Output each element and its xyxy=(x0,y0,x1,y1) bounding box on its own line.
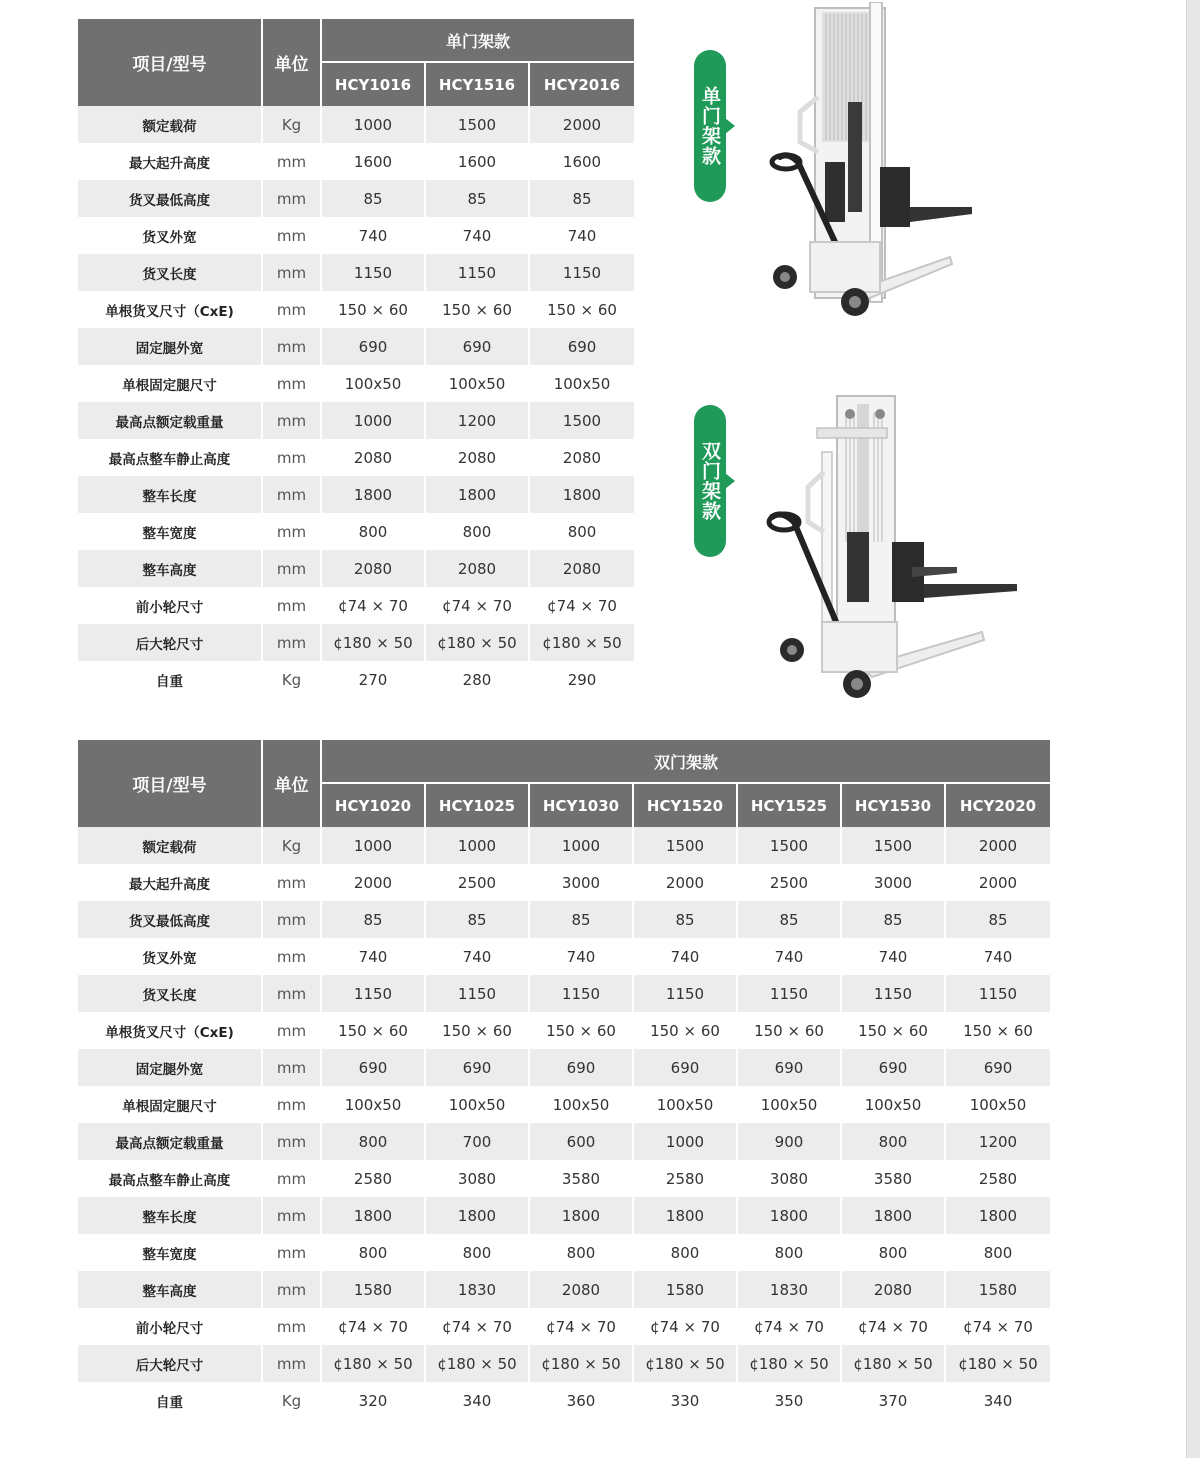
spec-label: 货叉外宽 xyxy=(78,217,263,254)
model-header: HCY1530 xyxy=(842,784,946,827)
spec-value: 1800 xyxy=(530,476,634,513)
spec-value: ¢74 × 70 xyxy=(426,1308,530,1345)
spec-value: 3580 xyxy=(842,1160,946,1197)
spec-value: 85 xyxy=(842,901,946,938)
spec-label: 整车长度 xyxy=(78,1197,263,1234)
spec-value: 1150 xyxy=(842,975,946,1012)
model-header: HCY1025 xyxy=(426,784,530,827)
spec-label: 货叉外宽 xyxy=(78,938,263,975)
table-row xyxy=(78,1086,1050,1123)
spec-table-single-mast xyxy=(78,19,634,698)
spec-value: 800 xyxy=(634,1234,738,1271)
spec-unit: mm xyxy=(263,328,322,365)
spec-value: 2500 xyxy=(738,864,842,901)
spec-value: 2080 xyxy=(530,550,634,587)
spec-value: 740 xyxy=(322,938,426,975)
model-header: HCY1030 xyxy=(530,784,634,827)
spec-value: 290 xyxy=(567,670,597,689)
spec-value: 690 xyxy=(426,1049,530,1086)
double-mast-stacker-image xyxy=(762,392,1022,707)
spec-unit: mm xyxy=(263,1160,322,1197)
spec-label: 货叉长度 xyxy=(78,254,263,291)
spec-label: 固定腿外宽 xyxy=(78,328,263,365)
spec-label: 后大轮尺寸 xyxy=(78,624,263,661)
spec-label: 最大起升高度 xyxy=(78,864,263,901)
spec-value: 150 × 60 xyxy=(426,291,530,328)
table-row xyxy=(78,587,634,624)
table-row xyxy=(78,291,634,328)
spec-label: 自重 xyxy=(78,1382,263,1419)
model-header: HCY2016 xyxy=(530,63,634,106)
spec-value: 2580 xyxy=(322,1160,426,1197)
spec-value: 900 xyxy=(738,1123,842,1160)
spec-unit: mm xyxy=(263,1197,322,1234)
spec-value: 800 xyxy=(738,1234,842,1271)
spec-value: 690 xyxy=(842,1049,946,1086)
spec-value: 85 xyxy=(530,180,634,217)
spec-value: 690 xyxy=(634,1049,738,1086)
spec-value: 85 xyxy=(530,901,634,938)
spec-unit: mm xyxy=(263,291,322,328)
spec-value: ¢180 × 50 xyxy=(530,624,634,661)
spec-value: 1800 xyxy=(322,476,426,513)
spec-value: ¢74 × 70 xyxy=(963,1317,1033,1336)
model-header: HCY1520 xyxy=(634,784,738,827)
spec-label: 货叉最低高度 xyxy=(78,180,263,217)
spec-value: 800 xyxy=(842,1123,946,1160)
spec-value: 1800 xyxy=(530,1197,634,1234)
spec-value: 690 xyxy=(322,1049,426,1086)
spec-value: 3580 xyxy=(530,1160,634,1197)
spec-value: 370 xyxy=(842,1382,946,1419)
spec-value: 100x50 xyxy=(553,374,611,393)
spec-unit: Kg xyxy=(263,106,322,143)
spec-value: 1150 xyxy=(322,975,426,1012)
table-row xyxy=(78,1012,1050,1049)
spec-value: 740 xyxy=(983,947,1013,966)
table-row xyxy=(78,938,1050,975)
spec-value: ¢180 × 50 xyxy=(738,1345,842,1382)
spec-value: 740 xyxy=(842,938,946,975)
table-row xyxy=(78,143,634,180)
table-row xyxy=(78,1382,1050,1419)
spec-value: 1800 xyxy=(426,1197,530,1234)
spec-value: 690 xyxy=(738,1049,842,1086)
spec-label: 单根货叉尺寸（CxE) xyxy=(78,1012,263,1049)
spec-value: 85 xyxy=(426,901,530,938)
spec-value: 2000 xyxy=(978,873,1018,892)
spec-value: 1830 xyxy=(738,1271,842,1308)
spec-unit: mm xyxy=(263,1123,322,1160)
spec-value: 2000 xyxy=(946,827,1050,864)
spec-table-double-mast xyxy=(78,740,1050,1419)
spec-value: ¢180 × 50 xyxy=(322,1345,426,1382)
spec-value: 1150 xyxy=(634,975,738,1012)
spec-value: 340 xyxy=(426,1382,530,1419)
spec-unit: mm xyxy=(263,864,322,901)
spec-value: 1800 xyxy=(426,476,530,513)
spec-value: 150 × 60 xyxy=(530,1012,634,1049)
spec-value: 800 xyxy=(322,1234,426,1271)
spec-value: 740 xyxy=(426,938,530,975)
spec-value: 85 xyxy=(322,180,426,217)
header-unit: 单位 xyxy=(263,19,322,106)
spec-label: 前小轮尺寸 xyxy=(78,1308,263,1345)
spec-value: 740 xyxy=(634,938,738,975)
spec-value: 1500 xyxy=(634,827,738,864)
spec-value: ¢180 × 50 xyxy=(634,1345,738,1382)
spec-value: ¢74 × 70 xyxy=(547,596,617,615)
spec-unit: mm xyxy=(263,1086,322,1123)
series-title: 单门架款 xyxy=(322,19,634,63)
table-row xyxy=(78,365,634,402)
spec-value: 800 xyxy=(322,513,426,550)
spec-value: 740 xyxy=(567,226,597,245)
spec-label: 整车长度 xyxy=(78,476,263,513)
table-row xyxy=(78,1160,1050,1197)
spec-value: 690 xyxy=(322,328,426,365)
spec-value: 3080 xyxy=(738,1160,842,1197)
spec-value: 800 xyxy=(842,1234,946,1271)
spec-value: 3080 xyxy=(426,1160,530,1197)
spec-label: 额定载荷 xyxy=(78,106,263,143)
spec-value: 3000 xyxy=(530,864,634,901)
spec-value: 690 xyxy=(426,328,530,365)
spec-label: 最高点整车静止高度 xyxy=(78,439,263,476)
spec-value: 1500 xyxy=(530,402,634,439)
table-row xyxy=(78,439,634,476)
spec-value: 740 xyxy=(322,217,426,254)
badge-label: 单门架款 xyxy=(699,86,721,166)
table-row xyxy=(78,180,634,217)
spec-value: 2080 xyxy=(322,550,426,587)
spec-unit: mm xyxy=(263,254,322,291)
table-row xyxy=(78,901,1050,938)
spec-unit: mm xyxy=(263,975,322,1012)
table-row xyxy=(78,1308,1050,1345)
table-row xyxy=(78,1234,1050,1271)
spec-label: 固定腿外宽 xyxy=(78,1049,263,1086)
spec-value: 1150 xyxy=(426,254,530,291)
header-unit: 单位 xyxy=(263,740,322,827)
spec-value: 1000 xyxy=(322,827,426,864)
spec-value: 1150 xyxy=(946,975,1050,1012)
spec-value: 340 xyxy=(983,1391,1013,1410)
spec-value: ¢74 × 70 xyxy=(738,1308,842,1345)
series-title: 双门架款 xyxy=(322,740,1050,784)
spec-value: ¢180 × 50 xyxy=(946,1345,1050,1382)
spec-unit: mm xyxy=(263,1049,322,1086)
spec-value: ¢74 × 70 xyxy=(426,587,530,624)
table-row xyxy=(78,827,1050,864)
spec-value: 800 xyxy=(983,1243,1013,1262)
spec-value: 1000 xyxy=(322,402,426,439)
table-row xyxy=(78,975,1050,1012)
header-item-model: 项目/型号 xyxy=(78,740,263,827)
spec-value: 100x50 xyxy=(322,1086,426,1123)
model-header: HCY2020 xyxy=(946,784,1050,827)
spec-value: 85 xyxy=(634,901,738,938)
table-row xyxy=(78,864,1050,901)
spec-unit: mm xyxy=(263,938,322,975)
spec-unit: mm xyxy=(263,402,322,439)
model-header: HCY1525 xyxy=(738,784,842,827)
spec-value: 800 xyxy=(530,1234,634,1271)
spec-value: 1500 xyxy=(842,827,946,864)
spec-value: 1600 xyxy=(322,143,426,180)
table-row xyxy=(78,624,634,661)
spec-value: 1000 xyxy=(426,827,530,864)
spec-value: 1000 xyxy=(634,1123,738,1160)
spec-value: 1150 xyxy=(530,254,634,291)
table-row xyxy=(78,402,634,439)
double-mast-badge xyxy=(694,405,726,557)
spec-value: 2580 xyxy=(978,1169,1018,1188)
spec-value: 2000 xyxy=(530,106,634,143)
spec-value: 2580 xyxy=(634,1160,738,1197)
spec-label: 单根固定腿尺寸 xyxy=(78,1086,263,1123)
spec-value: 1600 xyxy=(426,143,530,180)
spec-value: 150 × 60 xyxy=(426,1012,530,1049)
spec-value: 100x50 xyxy=(634,1086,738,1123)
spec-unit: Kg xyxy=(263,1382,322,1419)
spec-value: 1830 xyxy=(426,1271,530,1308)
spec-value: 360 xyxy=(530,1382,634,1419)
spec-value: ¢180 × 50 xyxy=(842,1345,946,1382)
spec-unit: mm xyxy=(263,550,322,587)
spec-unit: mm xyxy=(263,143,322,180)
spec-value: 2000 xyxy=(322,864,426,901)
single-mast-badge xyxy=(694,50,726,202)
spec-value: 1800 xyxy=(634,1197,738,1234)
spec-value: ¢180 × 50 xyxy=(426,624,530,661)
spec-value: 600 xyxy=(530,1123,634,1160)
model-header: HCY1020 xyxy=(322,784,426,827)
spec-value: 150 × 60 xyxy=(322,291,426,328)
spec-value: 800 xyxy=(426,1234,530,1271)
spec-value: 100x50 xyxy=(969,1095,1027,1114)
spec-label: 整车高度 xyxy=(78,1271,263,1308)
spec-value: 85 xyxy=(426,180,530,217)
spec-value: 100x50 xyxy=(426,365,530,402)
spec-unit: Kg xyxy=(263,661,322,698)
spec-value: 1200 xyxy=(426,402,530,439)
table-row xyxy=(78,1345,1050,1382)
spec-value: 800 xyxy=(426,513,530,550)
spec-value: ¢74 × 70 xyxy=(322,1308,426,1345)
spec-label: 整车宽度 xyxy=(78,513,263,550)
spec-value: 1200 xyxy=(946,1123,1050,1160)
spec-value: 150 × 60 xyxy=(634,1012,738,1049)
table-row xyxy=(78,1049,1050,1086)
spec-value: 1580 xyxy=(946,1271,1050,1308)
spec-value: 1800 xyxy=(946,1197,1050,1234)
spec-value: 150 × 60 xyxy=(547,300,617,319)
table-row xyxy=(78,328,634,365)
spec-value: 1580 xyxy=(634,1271,738,1308)
spec-value: 2000 xyxy=(634,864,738,901)
spec-unit: mm xyxy=(263,513,322,550)
spec-label: 货叉长度 xyxy=(78,975,263,1012)
spec-value: 2080 xyxy=(842,1271,946,1308)
spec-value: 85 xyxy=(946,901,1050,938)
spec-value: 1150 xyxy=(426,975,530,1012)
spec-value: 740 xyxy=(738,938,842,975)
spec-value: 100x50 xyxy=(322,365,426,402)
spec-label: 后大轮尺寸 xyxy=(78,1345,263,1382)
spec-value: ¢180 × 50 xyxy=(530,1345,634,1382)
spec-value: 3000 xyxy=(842,864,946,901)
model-header: HCY1516 xyxy=(426,63,530,106)
spec-label: 单根货叉尺寸（CxE) xyxy=(78,291,263,328)
spec-value: 1500 xyxy=(738,827,842,864)
spec-value: 1000 xyxy=(322,106,426,143)
spec-value: ¢74 × 70 xyxy=(322,587,426,624)
spec-value: 100x50 xyxy=(426,1086,530,1123)
spec-value: 690 xyxy=(946,1049,1050,1086)
spec-label: 整车宽度 xyxy=(78,1234,263,1271)
spec-label: 最高点额定载重量 xyxy=(78,1123,263,1160)
spec-unit: mm xyxy=(263,217,322,254)
page-edge xyxy=(1186,0,1200,1458)
table-row xyxy=(78,1123,1050,1160)
spec-unit: mm xyxy=(263,1234,322,1271)
badge-label: 双门架款 xyxy=(699,441,721,521)
spec-value: 1800 xyxy=(842,1197,946,1234)
spec-value: 85 xyxy=(322,901,426,938)
spec-value: ¢180 × 50 xyxy=(322,624,426,661)
spec-unit: mm xyxy=(263,1345,322,1382)
spec-value: 100x50 xyxy=(738,1086,842,1123)
spec-value: 320 xyxy=(322,1382,426,1419)
spec-label: 单根固定腿尺寸 xyxy=(78,365,263,402)
spec-unit: mm xyxy=(263,624,322,661)
spec-value: 2080 xyxy=(530,1271,634,1308)
spec-value: 1000 xyxy=(530,827,634,864)
spec-value: 2080 xyxy=(322,439,426,476)
table-row xyxy=(78,661,634,698)
spec-value: 150 × 60 xyxy=(963,1021,1033,1040)
spec-value: 690 xyxy=(530,1049,634,1086)
spec-value: 2080 xyxy=(562,448,602,467)
table-row xyxy=(78,106,634,143)
spec-value: 1500 xyxy=(426,106,530,143)
spec-value: 800 xyxy=(322,1123,426,1160)
spec-value: 85 xyxy=(738,901,842,938)
spec-value: 150 × 60 xyxy=(842,1012,946,1049)
spec-value: 2500 xyxy=(426,864,530,901)
spec-label: 前小轮尺寸 xyxy=(78,587,263,624)
spec-value: 1150 xyxy=(530,975,634,1012)
spec-value: ¢180 × 50 xyxy=(426,1345,530,1382)
spec-value: 1600 xyxy=(562,152,602,171)
spec-unit: mm xyxy=(263,439,322,476)
spec-label: 额定载荷 xyxy=(78,827,263,864)
table-row xyxy=(78,217,634,254)
spec-value: 1150 xyxy=(738,975,842,1012)
spec-label: 最高点额定载重量 xyxy=(78,402,263,439)
spec-unit: Kg xyxy=(263,827,322,864)
spec-value: 740 xyxy=(426,217,530,254)
table-row xyxy=(78,1197,1050,1234)
spec-unit: mm xyxy=(263,1012,322,1049)
spec-label: 最高点整车静止高度 xyxy=(78,1160,263,1197)
spec-value: ¢74 × 70 xyxy=(634,1308,738,1345)
spec-value: ¢74 × 70 xyxy=(842,1308,946,1345)
spec-unit: mm xyxy=(263,1308,322,1345)
spec-label: 最大起升高度 xyxy=(78,143,263,180)
spec-value: 270 xyxy=(322,661,426,698)
spec-value: 150 × 60 xyxy=(738,1012,842,1049)
spec-unit: mm xyxy=(263,180,322,217)
spec-unit: mm xyxy=(263,365,322,402)
spec-value: 100x50 xyxy=(530,1086,634,1123)
spec-unit: mm xyxy=(263,476,322,513)
table-row xyxy=(78,254,634,291)
spec-label: 货叉最低高度 xyxy=(78,901,263,938)
spec-value: 740 xyxy=(530,938,634,975)
table-row xyxy=(78,550,634,587)
single-mast-stacker-image xyxy=(760,2,980,327)
spec-value: 350 xyxy=(738,1382,842,1419)
spec-unit: mm xyxy=(263,587,322,624)
table-row xyxy=(78,476,634,513)
spec-value: 1150 xyxy=(322,254,426,291)
spec-label: 整车高度 xyxy=(78,550,263,587)
spec-unit: mm xyxy=(263,901,322,938)
spec-value: 690 xyxy=(530,328,634,365)
spec-value: 2080 xyxy=(426,439,530,476)
spec-value: 100x50 xyxy=(842,1086,946,1123)
spec-value: 150 × 60 xyxy=(322,1012,426,1049)
spec-value: 1800 xyxy=(322,1197,426,1234)
spec-value: 800 xyxy=(567,522,597,541)
table-row xyxy=(78,513,634,550)
spec-value: 330 xyxy=(634,1382,738,1419)
spec-unit: mm xyxy=(263,1271,322,1308)
model-header: HCY1016 xyxy=(322,63,426,106)
spec-value: 1800 xyxy=(738,1197,842,1234)
header-item-model: 项目/型号 xyxy=(78,19,263,106)
spec-value: 700 xyxy=(426,1123,530,1160)
table-row xyxy=(78,1271,1050,1308)
spec-value: 280 xyxy=(426,661,530,698)
spec-label: 自重 xyxy=(78,661,263,698)
spec-value: 1580 xyxy=(322,1271,426,1308)
spec-value: 2080 xyxy=(426,550,530,587)
spec-value: ¢74 × 70 xyxy=(530,1308,634,1345)
